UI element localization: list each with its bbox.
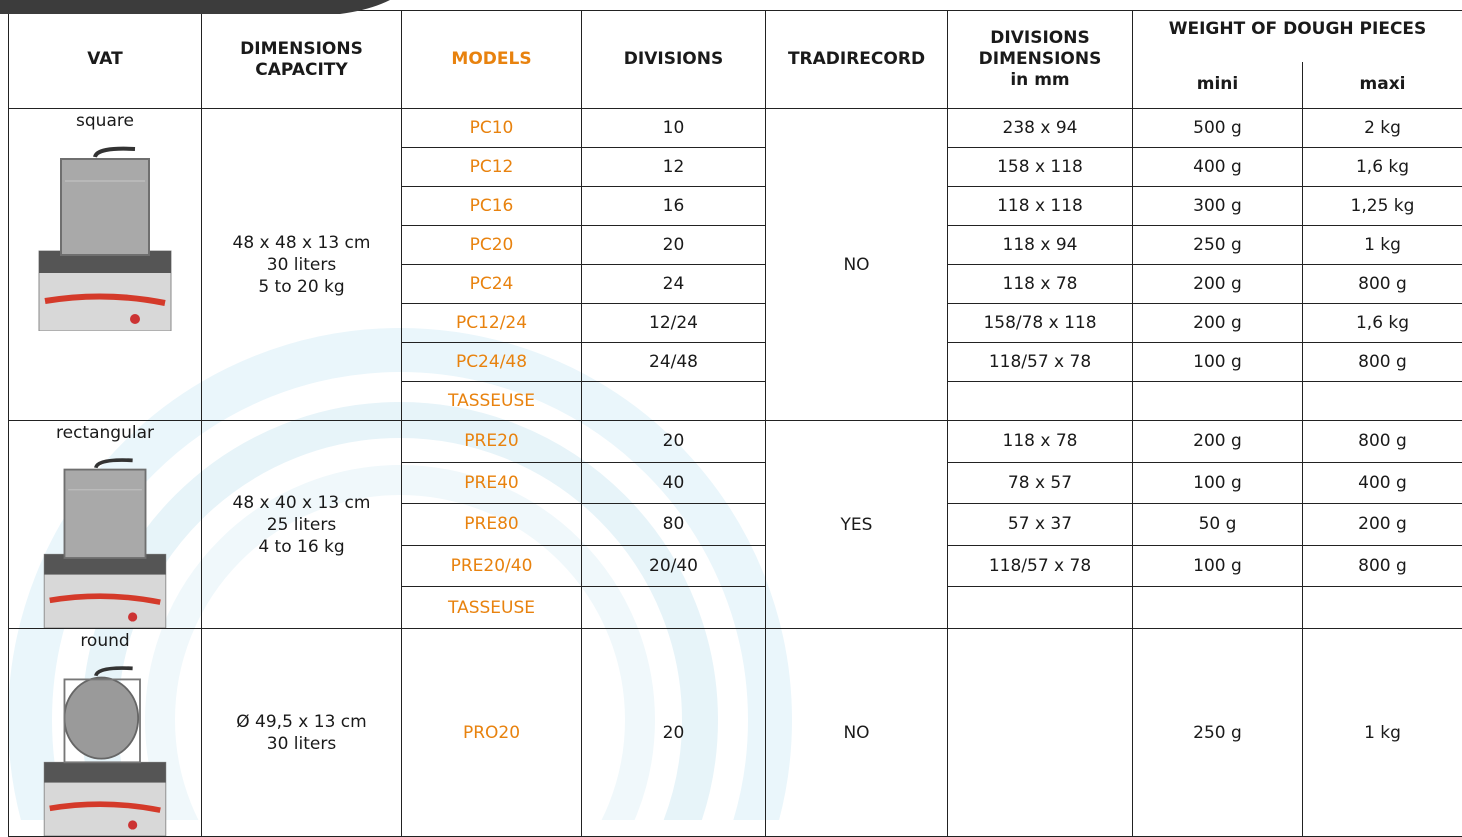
header-divisions: DIVISIONS	[582, 11, 766, 109]
vat-label: round	[9, 631, 201, 651]
model-cell: PC10	[402, 109, 582, 148]
weight-maxi-cell: 2 kg	[1303, 109, 1462, 148]
divisions-cell	[582, 382, 766, 421]
header-divisions-dimensions	[948, 11, 1133, 109]
dimension-line: 4 to 16 kg	[258, 537, 344, 557]
divisions-cell: 20	[582, 629, 766, 837]
weight-mini-cell: 400 g	[1133, 148, 1303, 187]
header-stripe	[0, 0, 400, 14]
weight-mini-cell: 100 g	[1133, 343, 1303, 382]
dimension-line: 5 to 20 kg	[258, 277, 344, 297]
dimension-line: 48 x 48 x 13 cm	[233, 233, 371, 253]
header-dd-line1: DIVISIONS	[948, 28, 1132, 49]
header-dd-line2: DIMENSIONS	[948, 49, 1132, 70]
model-cell: PRE80	[402, 504, 582, 546]
dimensions-capacity-cell	[202, 629, 402, 837]
divisions-cell: 10	[582, 109, 766, 148]
dimension-line: 30 liters	[267, 255, 336, 275]
vat-cell	[9, 109, 202, 421]
vat-cell	[9, 421, 202, 629]
divisions-cell: 24/48	[582, 343, 766, 382]
header-maxi: maxi	[1303, 62, 1462, 109]
weight-mini-cell: 250 g	[1133, 629, 1303, 837]
division-dimensions-cell: 118 x 118	[948, 187, 1133, 226]
vat-label: square	[9, 111, 201, 131]
weight-maxi-cell: 1 kg	[1303, 629, 1462, 837]
division-dimensions-cell	[948, 382, 1133, 421]
model-cell: PRE20	[402, 421, 582, 463]
product-spec-table	[8, 10, 1462, 837]
division-dimensions-cell: 118 x 78	[948, 265, 1133, 304]
divisions-cell: 12/24	[582, 304, 766, 343]
division-dimensions-cell: 78 x 57	[948, 462, 1133, 504]
weight-maxi-cell: 1 kg	[1303, 226, 1462, 265]
divisions-cell: 12	[582, 148, 766, 187]
dough-divider-machine-image	[35, 661, 175, 836]
vat-label: rectangular	[9, 423, 201, 443]
dimensions-capacity-cell	[202, 421, 402, 629]
model-cell: PC24	[402, 265, 582, 304]
dough-divider-machine-image	[35, 141, 175, 331]
header-tradirecord: TRADIRECORD	[766, 11, 948, 109]
division-dimensions-cell: 238 x 94	[948, 109, 1133, 148]
vat-cell	[9, 629, 202, 837]
table-body	[9, 109, 1462, 837]
dimension-line: Ø 49,5 x 13 cm	[236, 712, 366, 732]
division-dimensions-cell: 118/57 x 78	[948, 343, 1133, 382]
weight-maxi-cell: 800 g	[1303, 343, 1462, 382]
model-cell: PC20	[402, 226, 582, 265]
weight-mini-cell: 500 g	[1133, 109, 1303, 148]
model-cell: PRE40	[402, 462, 582, 504]
tradirecord-cell: YES	[766, 421, 948, 629]
table-row	[9, 421, 1462, 463]
weight-maxi-cell: 1,25 kg	[1303, 187, 1462, 226]
divisions-cell: 20/40	[582, 545, 766, 587]
weight-maxi-cell: 1,6 kg	[1303, 148, 1462, 187]
weight-mini-cell: 250 g	[1133, 226, 1303, 265]
weight-maxi-cell	[1303, 382, 1462, 421]
divisions-cell: 20	[582, 226, 766, 265]
model-cell: PRO20	[402, 629, 582, 837]
header-capacity: CAPACITY	[255, 60, 347, 80]
weight-mini-cell: 100 g	[1133, 462, 1303, 504]
weight-mini-cell: 300 g	[1133, 187, 1303, 226]
division-dimensions-cell: 158 x 118	[948, 148, 1133, 187]
weight-mini-cell: 200 g	[1133, 304, 1303, 343]
model-cell: TASSEUSE	[402, 587, 582, 629]
dough-divider-machine-image	[35, 453, 175, 628]
division-dimensions-cell: 118 x 78	[948, 421, 1133, 463]
weight-mini-cell: 200 g	[1133, 421, 1303, 463]
dimensions-capacity-cell	[202, 109, 402, 421]
header-mini: mini	[1133, 62, 1303, 109]
dimension-line: 25 liters	[267, 515, 336, 535]
divisions-cell: 20	[582, 421, 766, 463]
division-dimensions-cell: 158/78 x 118	[948, 304, 1133, 343]
division-dimensions-cell: 118/57 x 78	[948, 545, 1133, 587]
division-dimensions-cell: 118 x 94	[948, 226, 1133, 265]
dimension-line: 48 x 40 x 13 cm	[233, 493, 371, 513]
header-vat: VAT	[9, 11, 202, 109]
model-cell: PRE20/40	[402, 545, 582, 587]
weight-maxi-cell: 800 g	[1303, 421, 1462, 463]
divisions-cell: 80	[582, 504, 766, 546]
weight-mini-cell	[1133, 587, 1303, 629]
weight-maxi-cell: 200 g	[1303, 504, 1462, 546]
divisions-cell: 40	[582, 462, 766, 504]
divisions-cell: 16	[582, 187, 766, 226]
header-dimensions-capacity	[202, 11, 402, 109]
dimension-line: 30 liters	[267, 734, 336, 754]
division-dimensions-cell	[948, 629, 1133, 837]
tradirecord-cell: NO	[766, 109, 948, 421]
model-cell: PC24/48	[402, 343, 582, 382]
header-dd-line3: in mm	[948, 70, 1132, 91]
model-cell: TASSEUSE	[402, 382, 582, 421]
model-cell: PC16	[402, 187, 582, 226]
weight-maxi-cell: 800 g	[1303, 265, 1462, 304]
weight-maxi-cell	[1303, 587, 1462, 629]
header-weight: WEIGHT OF DOUGH PIECES	[1133, 11, 1462, 62]
header-models: MODELS	[402, 11, 582, 109]
table-row	[9, 629, 1462, 837]
division-dimensions-cell	[948, 587, 1133, 629]
divisions-cell: 24	[582, 265, 766, 304]
model-cell: PC12	[402, 148, 582, 187]
model-cell: PC12/24	[402, 304, 582, 343]
weight-maxi-cell: 1,6 kg	[1303, 304, 1462, 343]
weight-maxi-cell: 800 g	[1303, 545, 1462, 587]
table-row	[9, 109, 1462, 148]
tradirecord-cell: NO	[766, 629, 948, 837]
weight-mini-cell	[1133, 382, 1303, 421]
header-dimensions: DIMENSIONS	[240, 39, 363, 59]
weight-maxi-cell: 400 g	[1303, 462, 1462, 504]
divisions-cell	[582, 587, 766, 629]
division-dimensions-cell: 57 x 37	[948, 504, 1133, 546]
weight-mini-cell: 100 g	[1133, 545, 1303, 587]
weight-mini-cell: 50 g	[1133, 504, 1303, 546]
weight-mini-cell: 200 g	[1133, 265, 1303, 304]
